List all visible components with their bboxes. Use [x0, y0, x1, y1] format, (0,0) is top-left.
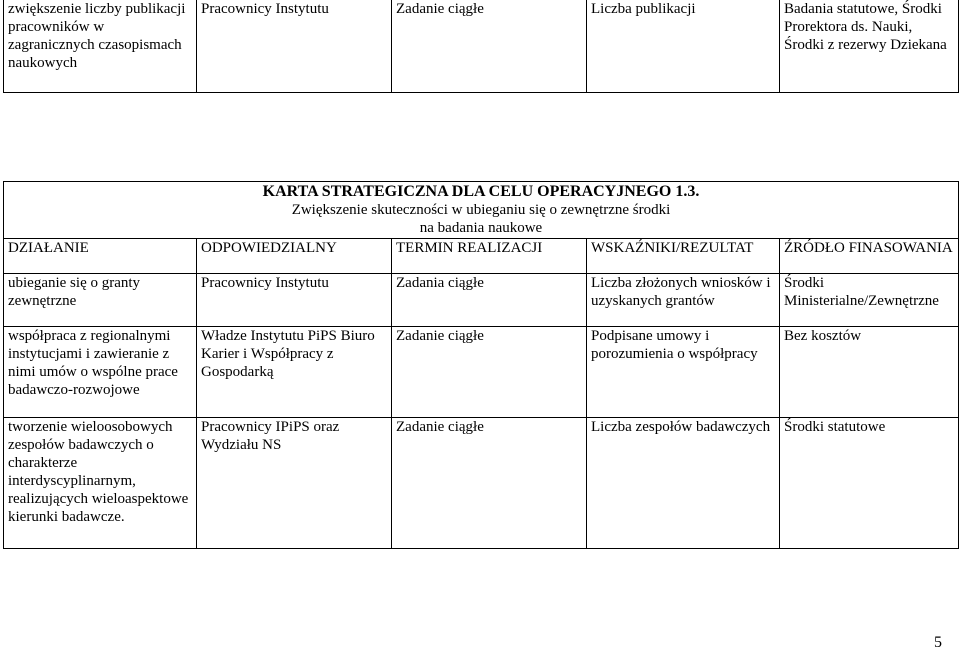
responsible-cell: Pracownicy IPiPS oraz Wydziału NS [197, 418, 392, 549]
indicators-cell: Liczba zespołów badawczych [587, 418, 780, 549]
deadline-cell: Zadanie ciągłe [392, 418, 587, 549]
card-title: KARTA STRATEGICZNA DLA CELU OPERACYJNEGO 1.3. [262, 183, 700, 200]
continued-table [3, 0, 959, 93]
action-cell: ubieganie się o granty zewnętrzne [4, 274, 197, 327]
funding-cell: Badania statutowe, Środki Prorektora ds. Nauki, Środki z rezerwy Dziekana [780, 0, 959, 93]
funding-cell: Bez kosztów [780, 327, 959, 418]
action-cell: tworzenie wieloosobowych zespołów badawczych o charakterze interdyscyplinarnym, realizujących wieloaspektowe kierunki badawcze. [4, 418, 197, 549]
funding-cell: Środki Ministerialne/Zewnętrzne [780, 274, 959, 327]
table-row [4, 0, 959, 93]
header-deadline: TERMIN REALIZACJI [392, 239, 587, 274]
header-responsible: ODPOWIEDZIALNY [197, 239, 392, 274]
header-indicators: WSKAŹNIKI/REZULTAT [587, 239, 780, 274]
responsible-cell: Pracownicy Instytutu [197, 0, 392, 93]
responsible-cell: Władze Instytutu PiPS Biuro Karier i Współpracy z Gospodarką [197, 327, 392, 418]
action-cell: współpraca z regionalnymi instytucjami i zawieranie z nimi umów o wspólne prace badawczo-rozwojowe [4, 327, 197, 418]
card-subtitle-line1: Zwiększenie skuteczności w ubieganiu się o zewnętrzne środki [291, 202, 671, 218]
card-subtitle-line2: na badania naukowe [419, 220, 543, 236]
deadline-cell: Zadanie ciągłe [392, 0, 587, 93]
deadline-cell: Zadania ciągłe [392, 274, 587, 327]
strategic-card-table [3, 181, 959, 549]
header-row [4, 239, 959, 274]
action-cell: zwiększenie liczby publikacji pracowników w zagranicznych czasopismach naukowych [4, 0, 197, 93]
indicators-cell: Liczba publikacji [587, 0, 780, 93]
table-row [4, 418, 959, 549]
responsible-cell: Pracownicy Instytutu [197, 274, 392, 327]
indicators-cell: Liczba złożonych wniosków i uzyskanych grantów [587, 274, 780, 327]
title-row [4, 182, 959, 239]
indicators-cell: Podpisane umowy i porozumienia o współpracy [587, 327, 780, 418]
deadline-cell: Zadanie ciągłe [392, 327, 587, 418]
header-funding: ŹRÓDŁO FINASOWANIA [780, 239, 959, 274]
table-row [4, 327, 959, 418]
funding-cell: Środki statutowe [780, 418, 959, 549]
table-row [4, 274, 959, 327]
card-title-cell [4, 182, 959, 239]
header-action: DZIAŁANIE [4, 239, 197, 274]
page-number: 5 [934, 634, 942, 651]
